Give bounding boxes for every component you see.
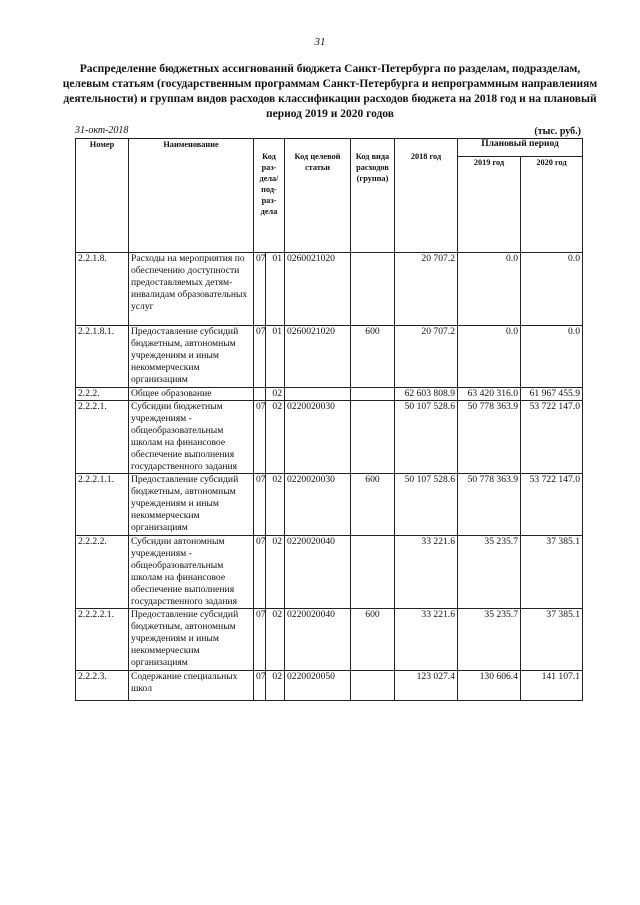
row-name: Предоставление субсидий бюджетным, автономным учреждениям и иным некоммерческим организациям	[129, 609, 254, 671]
row-target-code: 0260021020	[285, 253, 351, 326]
row-value-2020: 141 107.1	[521, 671, 583, 701]
table-row	[76, 671, 583, 701]
budget-table	[75, 138, 583, 701]
row-name: Предоставление субсидий бюджетным, автономным учреждениям и иным некоммерческим организациям	[129, 326, 254, 388]
row-subsection: 02	[266, 536, 285, 609]
row-value-2019: 0.0	[458, 326, 521, 388]
row-section: 07	[254, 326, 266, 388]
row-target-code: 0260021020	[285, 326, 351, 388]
row-value-2019: 50 778 363.9	[458, 474, 521, 536]
row-kind-code: 600	[351, 609, 395, 671]
row-value-2019: 35 235.7	[458, 536, 521, 609]
row-target-code: 0220020040	[285, 536, 351, 609]
row-value-2019: 35 235.7	[458, 609, 521, 671]
row-value-2020: 61 967 455.9	[521, 388, 583, 401]
row-section: 07	[254, 474, 266, 536]
row-value-2018: 33 221.6	[395, 536, 458, 609]
table-row	[76, 388, 583, 401]
row-kind-code	[351, 388, 395, 401]
row-section: 07	[254, 253, 266, 326]
row-subsection: 02	[266, 474, 285, 536]
row-subsection: 01	[266, 326, 285, 388]
row-name: Расходы на мероприятия по обеспечению доступности предоставляемых детям-инвалидам образовательных услуг	[129, 253, 254, 326]
page-number: 31	[314, 36, 326, 48]
row-name: Субсидии бюджетным учреждениям - общеобразовательным школам на финансовое обеспечение выполнения государственного задания	[129, 401, 254, 474]
header-number: Номер	[76, 139, 129, 253]
row-target-code: 0220020030	[285, 474, 351, 536]
row-number: 2.2.2.	[76, 388, 129, 401]
row-target-code	[285, 388, 351, 401]
row-value-2018: 20 707.2	[395, 253, 458, 326]
row-name: Предоставление субсидий бюджетным, автономным учреждениям и иным некоммерческим организациям	[129, 474, 254, 536]
header-target-code: Код целевой статьи	[285, 139, 351, 253]
row-kind-code: 600	[351, 474, 395, 536]
row-value-2020: 53 722 147.0	[521, 474, 583, 536]
table-row	[76, 536, 583, 609]
table-row	[76, 253, 583, 326]
document-title: Распределение бюджетных ассигнований бюджета Санкт-Петербурга по разделам, подразделам, целевым статьям (государственным программам Санкт-Петербурга и непрограммным направлениям деятельности) и группам видов расходов классификации расходов бюджета на 2018 год и на плановый период 2019 и 2020 годов	[62, 63, 598, 120]
header-2020: 2020 год	[521, 157, 583, 253]
row-kind-code	[351, 253, 395, 326]
row-value-2020: 53 722 147.0	[521, 401, 583, 474]
header-kind-code: Код вида расходов (группа)	[351, 139, 395, 253]
document-date: 31-окт-2018	[75, 125, 129, 136]
row-section: 07	[254, 671, 266, 701]
row-section	[254, 388, 266, 401]
table-row	[76, 474, 583, 536]
header-2019: 2019 год	[458, 157, 521, 253]
row-value-2018: 50 107 528.6	[395, 474, 458, 536]
row-subsection: 01	[266, 253, 285, 326]
row-section: 07	[254, 609, 266, 671]
row-value-2018: 123 027.4	[395, 671, 458, 701]
row-value-2020: 0.0	[521, 253, 583, 326]
row-kind-code	[351, 536, 395, 609]
table-row	[76, 326, 583, 388]
row-value-2019: 50 778 363.9	[458, 401, 521, 474]
row-name: Субсидии автономным учреждениям - общеобразовательным школам на финансовое обеспечение выполнения государственного задания	[129, 536, 254, 609]
units-label: (тыс. руб.)	[534, 126, 581, 137]
row-number: 2.2.2.2.1.	[76, 609, 129, 671]
row-number: 2.2.1.8.	[76, 253, 129, 326]
row-value-2020: 37 385.1	[521, 536, 583, 609]
row-value-2020: 37 385.1	[521, 609, 583, 671]
header-section-code: Код раз-дела/ под-раз-дела	[254, 139, 285, 253]
row-value-2018: 33 221.6	[395, 609, 458, 671]
row-target-code: 0220020040	[285, 609, 351, 671]
row-section: 07	[254, 536, 266, 609]
row-number: 2.2.2.2.	[76, 536, 129, 609]
row-value-2018: 20 707.2	[395, 326, 458, 388]
row-value-2019: 0.0	[458, 253, 521, 326]
row-number: 2.2.2.1.	[76, 401, 129, 474]
row-name: Содержание специальных школ	[129, 671, 254, 701]
row-value-2018: 50 107 528.6	[395, 401, 458, 474]
row-subsection: 02	[266, 401, 285, 474]
row-kind-code: 600	[351, 326, 395, 388]
row-kind-code	[351, 671, 395, 701]
row-number: 2.2.2.1.1.	[76, 474, 129, 536]
header-2018: 2018 год	[395, 139, 458, 253]
header-planned-period: Плановый период	[458, 139, 583, 157]
row-number: 2.2.2.3.	[76, 671, 129, 701]
row-subsection: 02	[266, 609, 285, 671]
row-section: 07	[254, 401, 266, 474]
row-subsection: 02	[266, 671, 285, 701]
row-kind-code	[351, 401, 395, 474]
row-target-code: 0220020050	[285, 671, 351, 701]
table-row	[76, 609, 583, 671]
row-name: Общее образование	[129, 388, 254, 401]
header-name: Наименование	[129, 139, 254, 253]
table-row	[76, 401, 583, 474]
row-value-2019: 63 420 316.0	[458, 388, 521, 401]
row-value-2018: 62 603 808.9	[395, 388, 458, 401]
row-target-code: 0220020030	[285, 401, 351, 474]
row-number: 2.2.1.8.1.	[76, 326, 129, 388]
row-value-2020: 0.0	[521, 326, 583, 388]
row-subsection: 02	[266, 388, 285, 401]
row-value-2019: 130 606.4	[458, 671, 521, 701]
